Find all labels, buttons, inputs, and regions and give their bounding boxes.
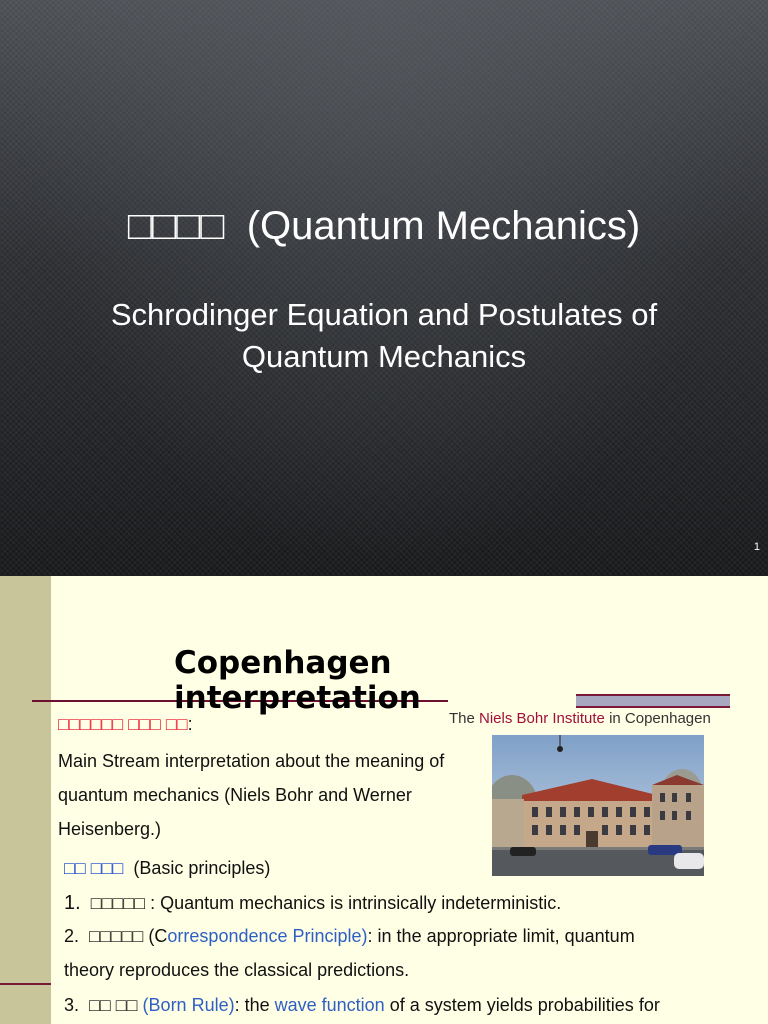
item2-open: (C <box>148 926 168 946</box>
title-korean: □□□□ <box>127 204 225 248</box>
footer-rule <box>0 983 51 985</box>
item3-link2[interactable]: wave function <box>274 995 385 1015</box>
item3-open: ( <box>142 995 149 1015</box>
item1-text: : Quantum mechanics is intrinsically indeterministic. <box>150 893 562 913</box>
principle-item-3 <box>64 995 660 1016</box>
principles-korean: □□ □□□ <box>64 858 124 878</box>
intro-korean: □□□□□□ □□□ □□ <box>58 714 188 734</box>
caption-link[interactable]: Niels Bohr Institute <box>479 710 605 727</box>
item3-link[interactable]: Born Rule <box>148 995 229 1015</box>
slide-number: 1 <box>753 541 760 553</box>
intro-colon: : <box>187 714 193 734</box>
intro-heading <box>58 714 193 735</box>
caption-pre: The <box>449 710 480 727</box>
building-photo-icon <box>492 735 704 876</box>
item3-number: 3. <box>64 995 80 1015</box>
principles-heading <box>64 858 270 879</box>
item2-text-line1: : in the appropriate limit, quantum <box>367 926 635 946</box>
item3-text: of a system yields probabilities for <box>384 995 660 1015</box>
item1-korean: □□□□□ <box>90 893 146 913</box>
item3-close: ) <box>228 995 235 1015</box>
item3-mid: : the <box>234 995 275 1015</box>
principles-label: (Basic principles) <box>133 858 271 878</box>
content-title: Copenhagen interpretation <box>174 645 421 716</box>
title-english: (Quantum Mechanics) <box>246 204 641 248</box>
institute-photo <box>492 735 704 876</box>
item2-number: 2. <box>64 926 80 946</box>
principle-item-2 <box>64 926 635 947</box>
slide-title <box>0 204 768 249</box>
content-slide <box>0 576 768 1024</box>
item3-korean: □□ □□ <box>89 995 138 1015</box>
intro-text: Main Stream interpretation about the meaning of quantum mechanics (Niels Bohr and Werner Heisenberg.) <box>58 751 445 839</box>
principle-item-1 <box>64 892 561 915</box>
item1-number: 1. <box>64 892 81 914</box>
item2-link[interactable]: orrespondence Principle <box>167 926 362 946</box>
photo-caption <box>449 710 711 727</box>
left-accent-band <box>0 576 51 1024</box>
decorative-bar <box>576 694 730 708</box>
item2-text-line2: theory reproduces the classical predictions. <box>64 960 410 980</box>
item2-korean: □□□□□ <box>89 926 144 946</box>
item2-close: ) <box>361 926 368 946</box>
caption-post: in Copenhagen <box>604 710 711 727</box>
slide-subtitle: Schrodinger Equation and Postulates of Quantum Mechanics <box>110 297 658 374</box>
